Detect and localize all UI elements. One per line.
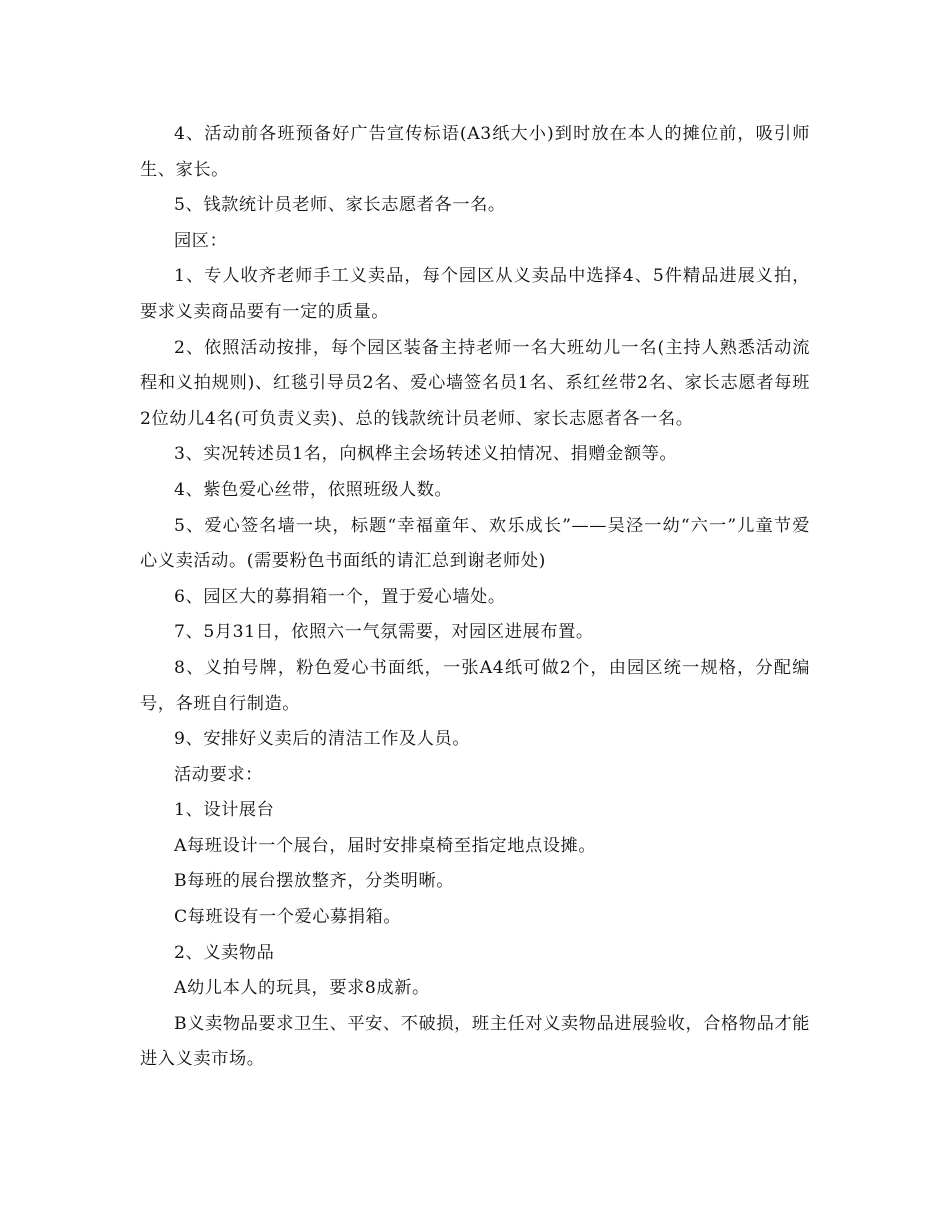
paragraph-20: B义卖物品要求卫生、平安、不破损，班主任对义卖物品进展验收，合格物品才能进入义卖市场。 xyxy=(140,1013,810,1070)
paragraph-7: 4、紫色爱心丝带，依照班级人数。 xyxy=(174,479,453,500)
document-page xyxy=(140,117,810,1078)
paragraph-12: 9、安排好义卖后的清洁工作及人员。 xyxy=(174,729,471,750)
paragraph-1: 4、活动前各班预备好广告宣传标语(A3纸大小)到时放在本人的摊位前，吸引师生、家长。 xyxy=(140,124,810,180)
paragraph-5: 2、依照活动按排，每个园区装备主持老师一名大班幼儿一名(主持人熟悉活动流程和义拍规则)、红毯引导员2名、爱心墙签名员1名、系红丝带2名、家长志愿者每班2位幼儿4名(可负责义卖)、总的钱款统计员老师、家长志愿者各一名。 xyxy=(140,337,810,429)
paragraph-4: 1、专人收齐老师手工义卖品，每个园区从义卖品中选择4、5件精品进展义拍，要求义卖商品要有一定的质量。 xyxy=(140,266,810,322)
subheading-charity-items: 2、义卖物品 xyxy=(174,942,275,963)
paragraph-17: C每班设有一个爱心募捐箱。 xyxy=(174,907,402,928)
section-heading-campus: 园区： xyxy=(174,230,228,251)
paragraph-10: 7、5月31日，依照六一气氛需要，对园区进展布置。 xyxy=(174,622,594,643)
paragraph-6: 3、实况转述员1名，向枫桦主会场转述义拍情况、捐赠金额等。 xyxy=(174,444,678,465)
paragraph-16: B每班的展台摆放整齐，分类明晰。 xyxy=(174,871,455,892)
paragraph-8: 5、爱心签名墙一块，标题“幸福童年、欢乐成长”——吴泾一幼“六一”儿童节爱心义卖活动。(需要粉色书面纸的请汇总到谢老师处) xyxy=(140,515,810,572)
paragraph-11: 8、义拍号牌，粉色爱心书面纸，一张A4纸可做2个，由园区统一规格，分配编号，各班自行制造。 xyxy=(140,657,810,714)
section-heading-requirements: 活动要求： xyxy=(174,764,263,785)
paragraph-2: 5、钱款统计员老师、家长志愿者各一名。 xyxy=(174,195,506,216)
paragraph-19: A幼儿本人的玩具，要求8成新。 xyxy=(174,978,430,999)
paragraph-9: 6、园区大的募捐箱一个，置于爱心墙处。 xyxy=(174,586,506,607)
paragraph-15: A每班设计一个展台，届时安排桌椅至指定地点设摊。 xyxy=(174,835,597,856)
subheading-booth-design: 1、设计展台 xyxy=(174,800,275,821)
